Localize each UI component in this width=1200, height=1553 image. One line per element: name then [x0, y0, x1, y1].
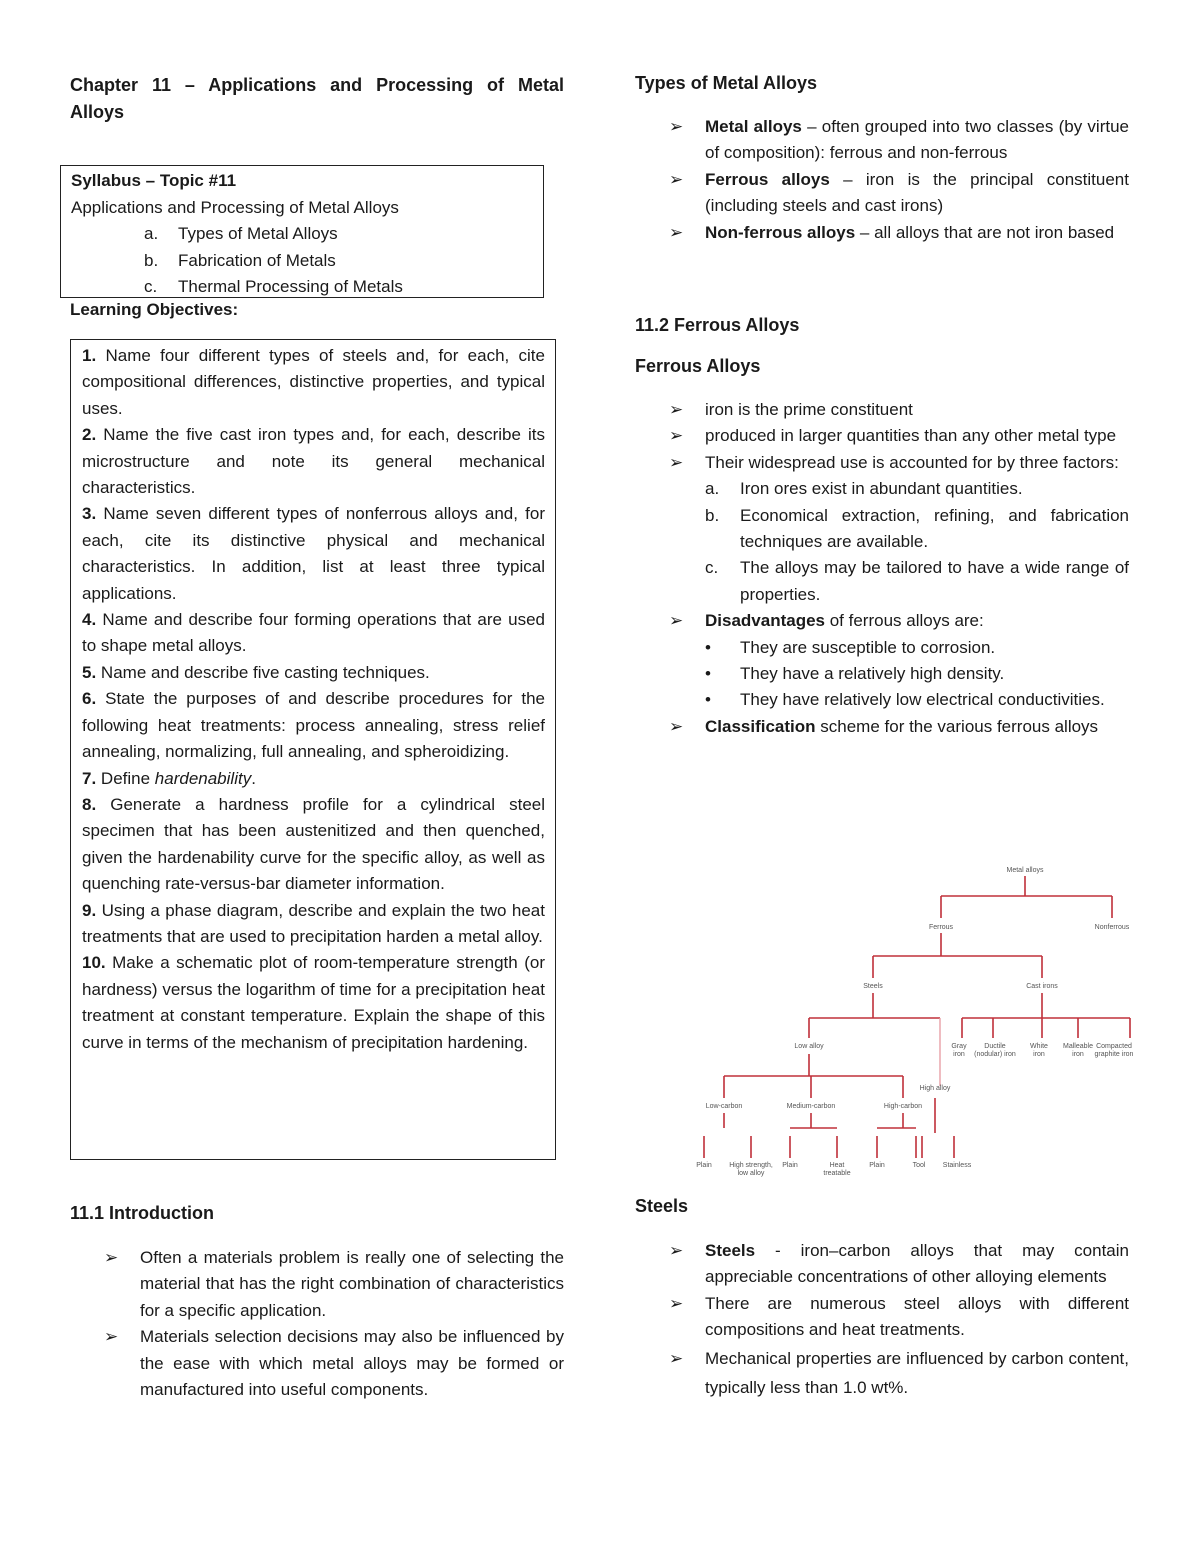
diagram-cast-type: iron: [1072, 1051, 1084, 1058]
round-bullet-icon: •: [705, 664, 711, 684]
arrowhead-bullet-icon: ➢: [669, 716, 684, 736]
intro-heading: 11.1 Introduction: [70, 1203, 215, 1223]
list-item: ➢ Steels - iron–carbon alloys that may contain appreciable concentrations of other alloying elements: [635, 1238, 1129, 1291]
arrowhead-bullet-icon: ➢: [669, 452, 684, 472]
list-item: ➢ Materials selection decisions may also be influenced by the ease with which metal alloys may be formed or manufactured into useful components.: [70, 1324, 564, 1403]
list-item: ➢ iron is the prime constituent: [635, 397, 1129, 423]
diagram-node-nonferrous: Nonferrous: [1094, 924, 1130, 931]
objective: 4. Name and describe four forming operations that are used to shape metal alloys.: [82, 610, 545, 656]
diagram-leaf: treatable: [823, 1170, 851, 1177]
list-item: ➢ Disadvantages of ferrous alloys are: • They are susceptible to corrosion. • They have a relatively high density. • They have relatively low electrical conductivities.: [635, 608, 1129, 714]
learning-objectives-box: [70, 339, 556, 1160]
list-item: b. Economical extraction, refining, and fabrication techniques are available.: [705, 505, 1129, 552]
list-item: ➢ produced in larger quantities than any other metal type: [635, 423, 1129, 449]
objective: 2. Name the five cast iron types and, for each, describe its microstructure and note its general mechanical characteristics.: [82, 425, 545, 498]
objective: 8. Generate a hardness profile for a cylindrical steel specimen that has been austenitized and then quenched, given the hardenability curve for the specific alloy, as well as quenching rate-versus-bar diameter information.: [82, 794, 546, 894]
diagram-leaf: Stainless: [942, 1162, 972, 1169]
list-item: ➢ Often a materials problem is really one of selecting the material that has the right combination of characteristics for a specific application.: [70, 1245, 564, 1324]
ferrous-heading: Ferrous Alloys: [635, 356, 761, 376]
disadvantages-list: [705, 635, 1129, 714]
arrowhead-bullet-icon: ➢: [669, 117, 684, 136]
diagram-leaf: Tool: [912, 1162, 926, 1169]
diagram-leaf: Plain: [696, 1162, 712, 1169]
syllabus-heading: Syllabus – Topic #11: [71, 171, 237, 190]
objective: 10. Make a schematic plot of room-temperature strength (or hardness) versus the logarithm of time for a precipitation heat treatment at constant temperature. Explain the shape of this curve in terms of the mechanism of precipitation hardening.: [82, 953, 545, 1052]
diagram-cast-type: graphite iron: [1094, 1051, 1134, 1058]
list-item: ➢ Metal alloys – often grouped into two classes (by virtue of composition): ferrous and non-ferrous: [635, 114, 1129, 167]
round-bullet-icon: •: [705, 690, 711, 710]
syllabus-subtitle: Applications and Processing of Metal Alloys: [71, 197, 399, 217]
diagram-node-steels: Steels: [863, 983, 883, 990]
diagram-node-cast-irons: Cast irons: [1026, 983, 1058, 990]
list-item: ➢ Ferrous alloys – iron is the principal constituent (including steels and cast irons): [635, 167, 1129, 220]
list-item: ➢ Non-ferrous alloys – all alloys that are not iron based: [635, 220, 1129, 246]
diagram-cast-type: iron: [953, 1051, 965, 1058]
diagram-leaf: High strength,: [729, 1162, 773, 1169]
diagram-leaf: low alloy: [737, 1170, 765, 1177]
diagram-cast-type: Ductile: [984, 1043, 1006, 1050]
list-item: ➢ There are numerous steel alloys with different compositions and heat treatments.: [635, 1291, 1129, 1344]
steels-heading: Steels: [635, 1196, 689, 1216]
section-heading: 11.2 Ferrous Alloys: [635, 315, 800, 335]
objective: 9. Using a phase diagram, describe and explain the two heat treatments that are used to precipitation harden a metal alloy.: [82, 900, 545, 946]
list-item: • They have relatively low electrical conductivities.: [705, 687, 1129, 713]
intro-list: [70, 1245, 564, 1403]
list-item: ➢ Classification scheme for the various ferrous alloys: [635, 714, 1129, 740]
arrowhead-bullet-icon: ➢: [104, 1327, 119, 1347]
objective: 6. State the purposes of and describe procedures for the following heat treatments: process annealing, stress relief annealing, normalizing, full annealing, and spheroidizing.: [82, 689, 545, 762]
diagram-cast-type: (nodular) iron: [974, 1051, 1016, 1058]
diagram-node-low-carbon: Low-carbon: [705, 1103, 743, 1110]
list-item: c. The alloys may be tailored to have a wide range of properties.: [705, 558, 1129, 604]
arrowhead-bullet-icon: ➢: [669, 426, 684, 446]
list-item: • They have a relatively high density.: [705, 661, 1129, 687]
list-item: ➢ Mechanical properties are influenced by carbon content, typically less than 1.0 wt%.: [635, 1344, 1129, 1402]
diagram-node-root: Metal alloys: [1006, 867, 1044, 874]
syllabus-item: a. Types of Metal Alloys: [144, 224, 338, 243]
arrowhead-bullet-icon: ➢: [669, 169, 684, 189]
objective: 3. Name seven different types of nonferrous alloys and, for each, cite its distinctive physical and mechanical characteristics. In addition, list at least three typical applications.: [82, 504, 545, 603]
classification-diagram: [690, 858, 1140, 1183]
diagram-connectors: [704, 876, 1130, 1158]
list-item: • They are susceptible to corrosion.: [705, 635, 1129, 661]
diagram-cast-type: Gray: [951, 1043, 967, 1050]
diagram-cast-type: White: [1030, 1043, 1048, 1050]
arrowhead-bullet-icon: ➢: [669, 611, 684, 631]
diagram-leaf: Plain: [782, 1162, 798, 1169]
diagram-node-low-alloy: Low alloy: [794, 1043, 824, 1050]
diagram-cast-type: Malleable: [1063, 1043, 1093, 1050]
diagram-cast-type: Compacted: [1096, 1043, 1132, 1050]
chapter-title: Chapter 11 – Applications and Processing of Metal Alloys: [70, 75, 564, 122]
objective: 7. Define hardenability.: [82, 768, 256, 788]
syllabus-box: [60, 165, 544, 298]
diagram-node-high-carbon: High-carbon: [883, 1103, 923, 1110]
ferrous-list: [635, 397, 1129, 740]
arrowhead-bullet-icon: ➢: [104, 1248, 119, 1267]
diagram-leaf: Heat: [829, 1162, 845, 1169]
arrowhead-bullet-icon: ➢: [669, 400, 684, 419]
objective: 5. Name and describe five casting techniques.: [82, 662, 430, 682]
diagram-leaf: Plain: [869, 1162, 885, 1169]
arrowhead-bullet-icon: ➢: [669, 1348, 684, 1368]
factors-list: [705, 476, 1129, 608]
diagram-node-high-alloy: High alloy: [919, 1085, 951, 1092]
list-item: ➢ Their widespread use is accounted for by three factors: a. Iron ores exist in abundant quantities. b. Economical extraction, refining, and fabrication techniques are available. c. The alloys may be tailored to have a wide range of properties.: [635, 450, 1129, 608]
diagram-cast-type: iron: [1033, 1051, 1045, 1058]
diagram-node-medium-carbon: Medium-carbon: [786, 1103, 836, 1110]
objective: 1. Name four different types of steels and, for each, cite compositional differences, distinctive properties, and typical uses.: [82, 346, 545, 418]
arrowhead-bullet-icon: ➢: [669, 1241, 684, 1260]
steels-list: [635, 1238, 1129, 1402]
list-item: a. Iron ores exist in abundant quantities.: [705, 479, 1023, 499]
types-list: [635, 114, 1129, 246]
syllabus-item: b. Fabrication of Metals: [144, 250, 336, 270]
syllabus-item: c. Thermal Processing of Metals: [144, 277, 403, 296]
round-bullet-icon: •: [705, 637, 711, 657]
arrowhead-bullet-icon: ➢: [669, 1293, 684, 1313]
diagram-node-ferrous: Ferrous: [928, 924, 954, 931]
learning-objectives-label: Learning Objectives:: [70, 300, 239, 319]
types-heading: Types of Metal Alloys: [635, 73, 818, 93]
arrowhead-bullet-icon: ➢: [669, 222, 684, 242]
